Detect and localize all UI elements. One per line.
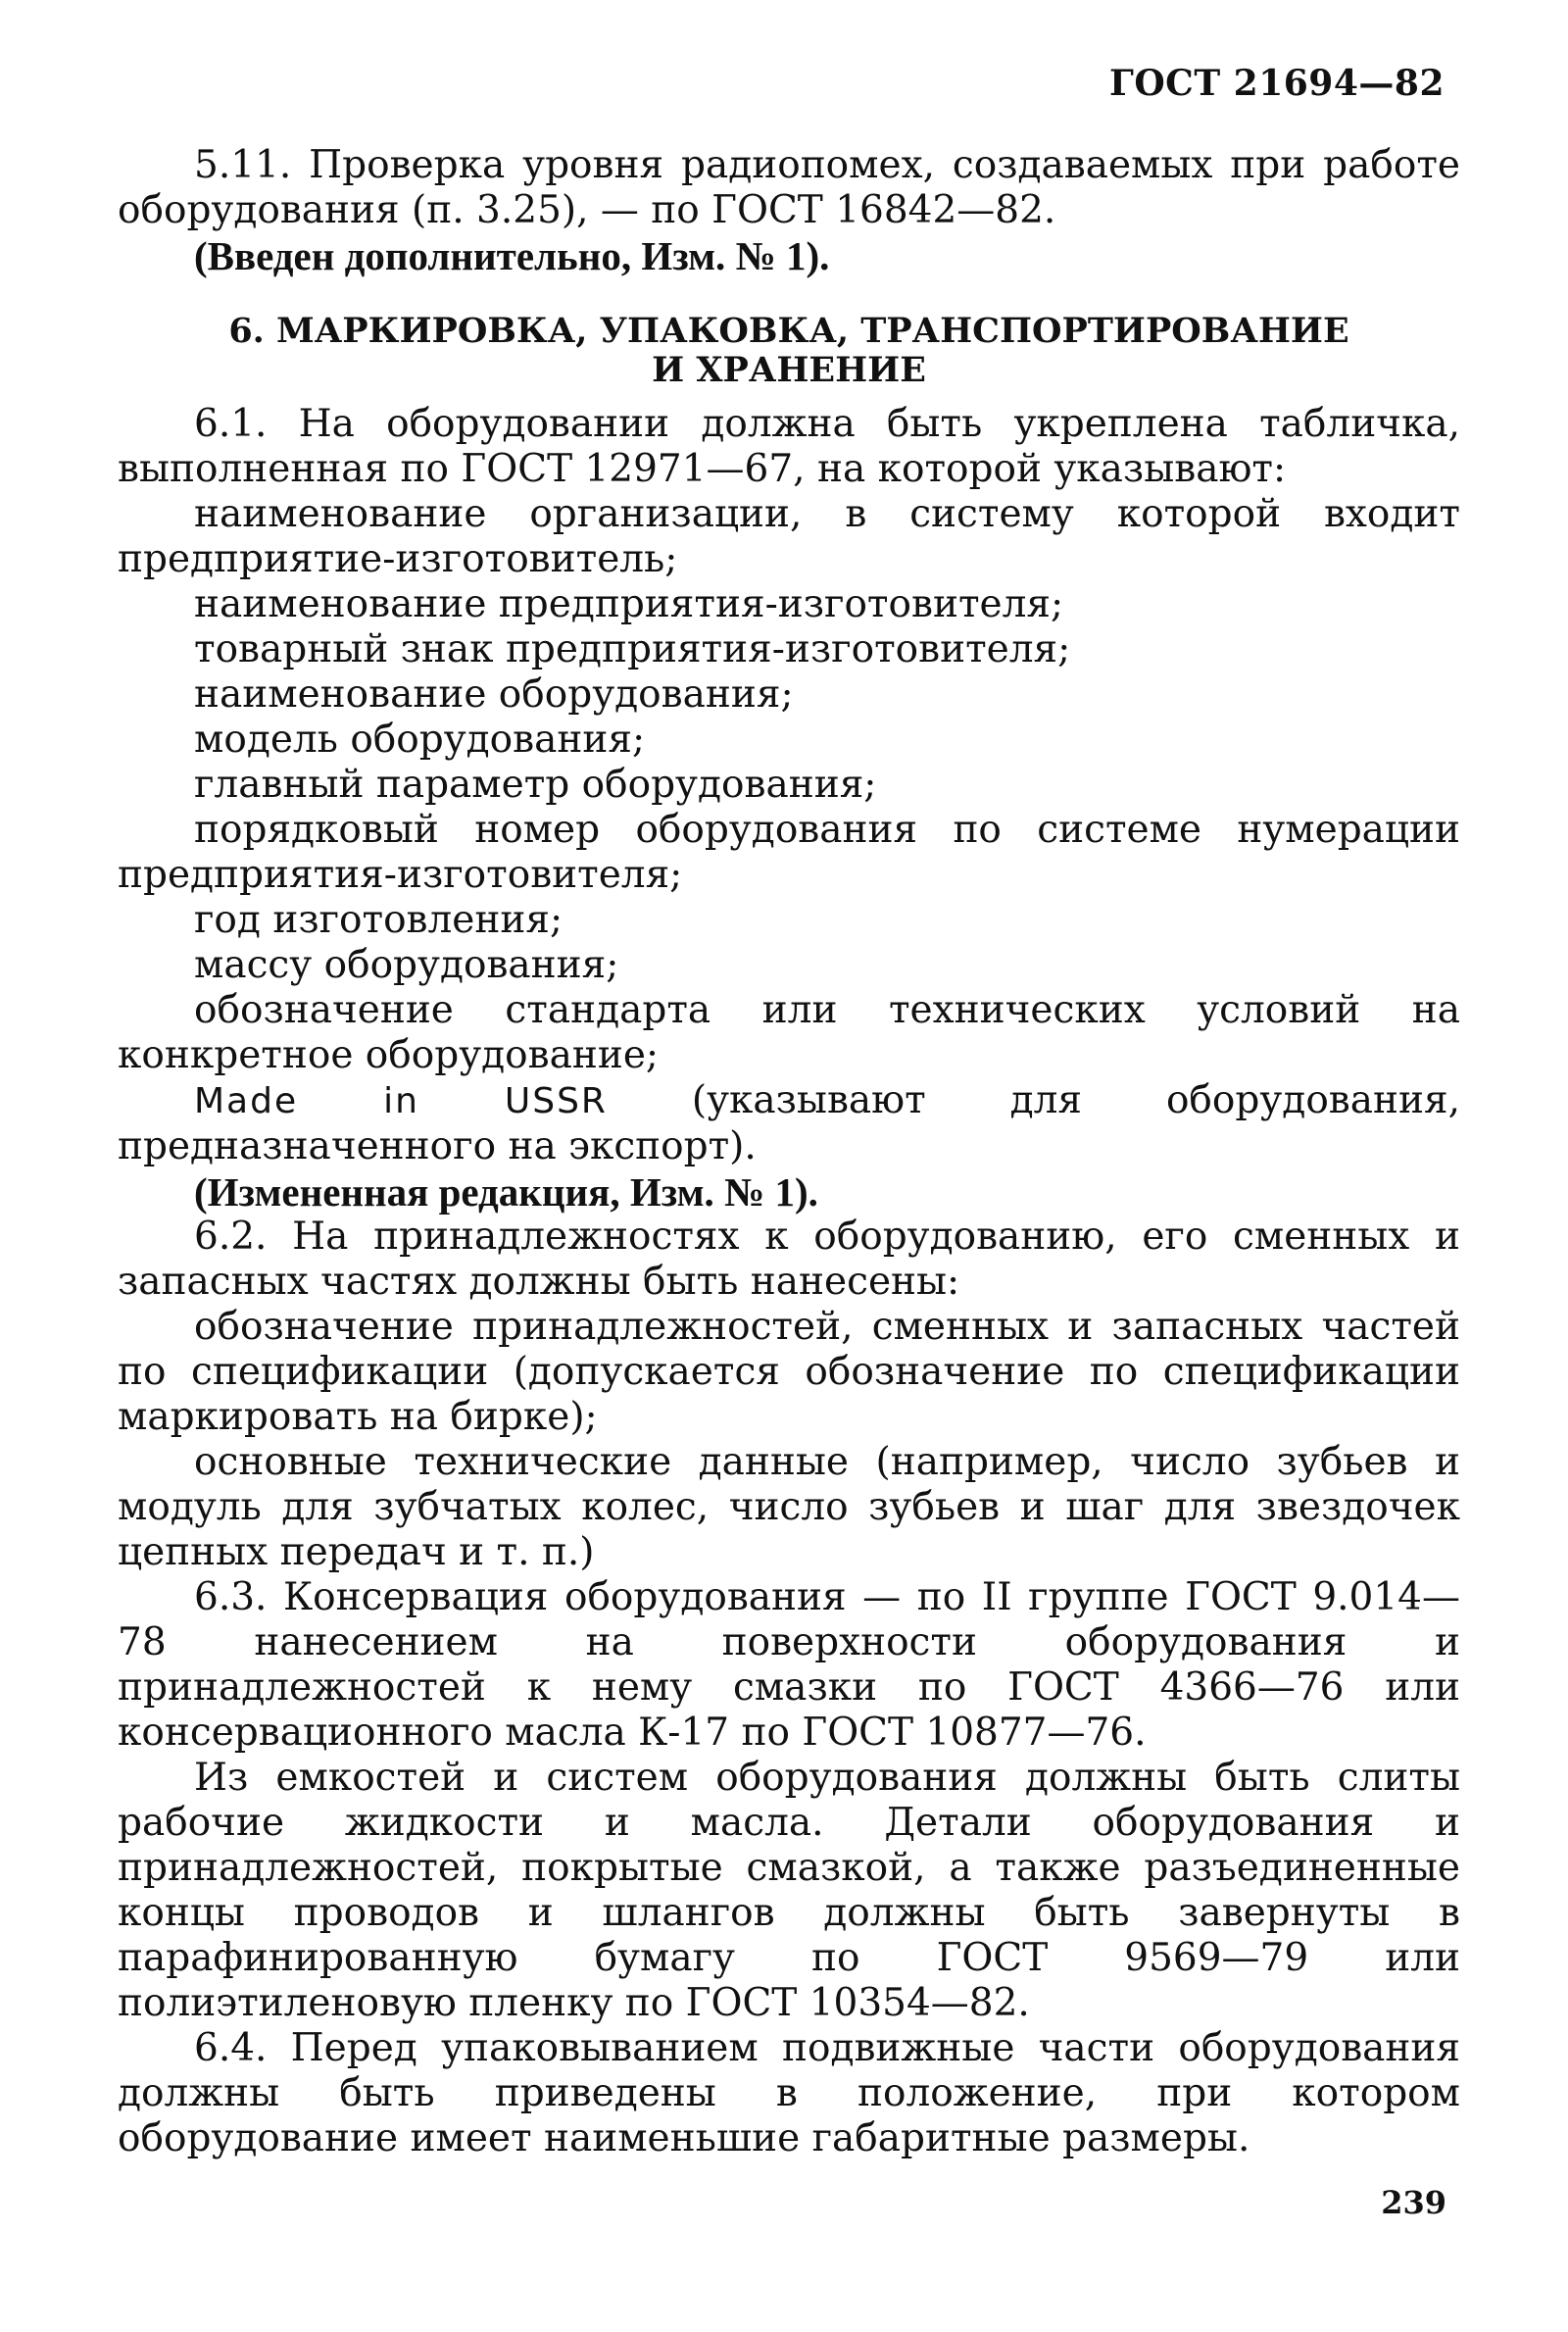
paragraph-6-4: 6.4. Перед упаковыванием подвижные части оборудования должны быть приведены в положение, при котором оборудование имеет наименьшие габаритные размеры. — [118, 2026, 1460, 2160]
plate-item-manufacturer-name: наименование предприятия-изготовителя; — [194, 582, 1064, 626]
running-header-standard-code: ГОСТ 21694—82 — [1108, 63, 1445, 104]
plate-item-trademark: товарный знак предприятия-изготовителя; — [194, 627, 1071, 671]
section-6-title-line-2: И ХРАНЕНИЕ — [652, 350, 926, 390]
plate-item-model: модель оборудования; — [194, 718, 646, 762]
export-marking-rest: (указывают для оборудования, предназначенного на экспорт). — [118, 1078, 1460, 1168]
plate-item-mass: массу оборудования; — [194, 943, 619, 987]
paragraph-6-2-item-2: основные технические данные (например, число зубьев и модуль для зубчатых колес, число зубьев и шаг для звездочек цепных передач и т. п.) — [118, 1440, 1460, 1574]
amendment-note-6-1: (Измененная редакция, Изм. № 1). — [194, 1169, 818, 1215]
plate-item-export-marking — [118, 1078, 1460, 1169]
plate-item-organization: наименование организации, в систему которой входит предприятие-изготовитель; — [118, 492, 1460, 581]
made-in-ussr-text: Made in USSR — [194, 1081, 608, 1121]
paragraph-6-2-intro: 6.2. На принадлежностях к оборудованию, его сменных и запасных частях должны быть нанесены: — [118, 1215, 1460, 1304]
plate-item-year: год изготовления; — [194, 898, 564, 942]
plate-item-main-parameter: главный параметр оборудования; — [194, 763, 877, 807]
plate-item-serial-number: порядковый номер оборудования по системе нумерации предприятия-изготовителя; — [118, 808, 1460, 897]
plate-item-equipment-name: наименование оборудования; — [194, 672, 794, 717]
paragraph-6-3-continued: Из емкостей и систем оборудования должны быть слиты рабочие жидкости и масла. Детали оборудования и принадлежностей, покрытые смазкой, а также разъединенные концы проводов и шлангов должны быть завернуты в парафинированную бумагу по ГОСТ 9569—79 или полиэтиленовую пленку по ГОСТ 10354—82. — [118, 1756, 1460, 2025]
paragraph-6-2-item-1: обозначение принадлежностей, сменных и запасных частей по спецификации (допускается обозначение по спецификации маркировать на бирке); — [118, 1305, 1460, 1439]
section-6-title — [118, 312, 1460, 390]
plate-item-standard-designation: обозначение стандарта или технических условий на конкретное оборудование; — [118, 988, 1460, 1077]
page-number: 239 — [1381, 2184, 1446, 2221]
amendment-note-5-11: (Введен дополнительно, Изм. № 1). — [194, 233, 830, 278]
section-6-title-line-1: 6. МАРКИРОВКА, УПАКОВКА, ТРАНСПОРТИРОВАНИЕ — [228, 311, 1349, 351]
paragraph-6-1-intro: 6.1. На оборудовании должна быть укреплена табличка, выполненная по ГОСТ 12971—67, на которой указывают: — [118, 402, 1460, 491]
paragraph-5-11: 5.11. Проверка уровня радиопомех, создаваемых при работе оборудования (п. 3.25), — по ГОСТ 16842—82. — [118, 143, 1460, 232]
paragraph-6-3: 6.3. Консервация оборудования — по II группе ГОСТ 9.014—78 нанесением на поверхности оборудования и принадлежностей к нему смазки по ГОСТ 4366—76 или консервационного масла К-17 по ГОСТ 10877—76. — [118, 1575, 1460, 1755]
